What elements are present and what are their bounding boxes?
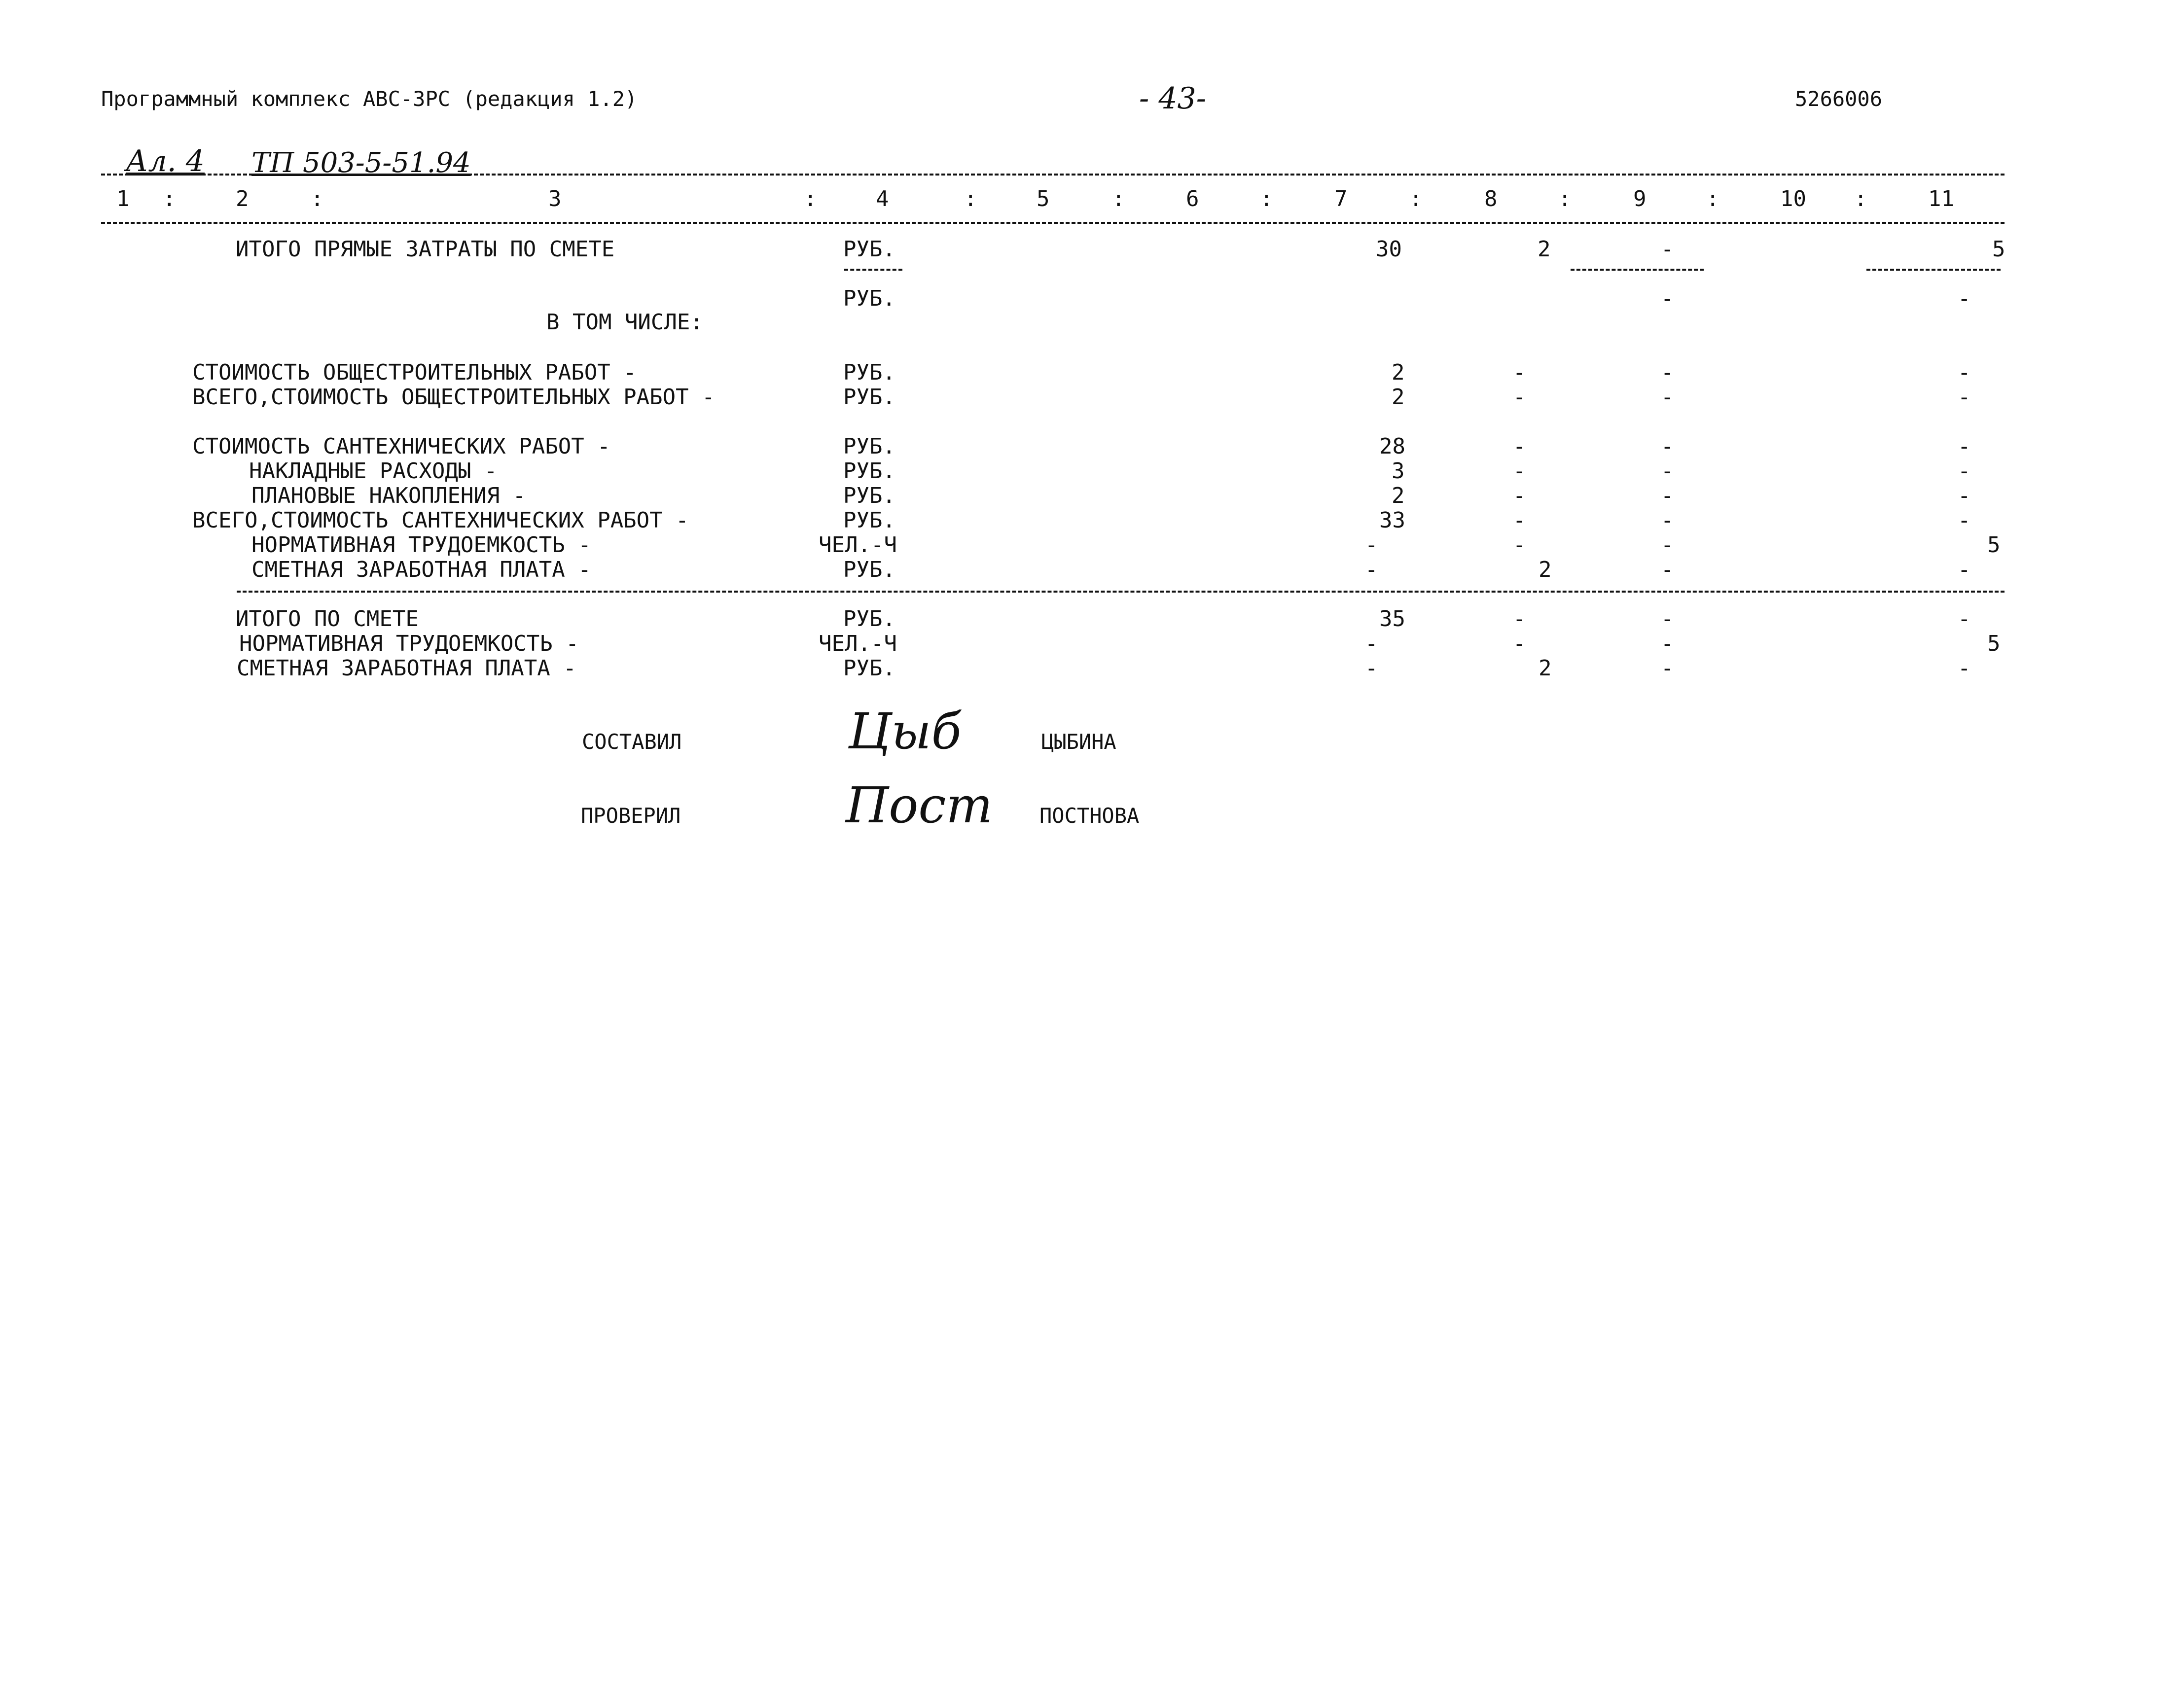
row-label: СМЕТНАЯ ЗАРАБОТНАЯ ПЛАТА - <box>237 656 576 681</box>
cell-col8: - <box>1513 483 1526 508</box>
column-header: 8 <box>1484 186 1498 211</box>
column-header: 10 <box>1780 186 1806 211</box>
row-label: НОРМАТИВНАЯ ТРУДОЕМКОСТЬ - <box>251 532 591 558</box>
column-separator: : <box>163 186 176 211</box>
row-unit: ЧЕЛ.-Ч <box>819 631 897 656</box>
column-separator: : <box>1854 186 1867 211</box>
software-title: Программный комплекс АВС-3РС (редакция 1.2) <box>101 87 638 111</box>
cell-col11: - <box>1958 557 1971 582</box>
signature-role: СОСТАВИЛ <box>582 730 682 754</box>
cell-col9: - <box>1661 286 1674 311</box>
row-label: ВСЕГО,СТОИМОСТЬ ОБЩЕСТРОИТЕЛЬНЫХ РАБОТ - <box>192 385 715 410</box>
cell-col11: - <box>1958 434 1971 459</box>
table-top-rule <box>101 174 2005 176</box>
column-separator: : <box>804 186 817 211</box>
column-separator: : <box>1706 186 1719 211</box>
totals-rule <box>237 591 2005 593</box>
signatory-name: ЦЫБИНА <box>1041 730 1116 754</box>
column-header: 5 <box>1037 186 1050 211</box>
row-unit: ЧЕЛ.-Ч <box>819 532 897 558</box>
cell-col11: - <box>1958 360 1971 385</box>
cell-col11: - <box>1958 385 1971 410</box>
page-number: - 43- <box>1139 81 1206 116</box>
cell-col9: - <box>1661 360 1674 385</box>
handwritten-signature: Цыб <box>848 703 962 760</box>
column-header: 4 <box>876 186 889 211</box>
cell-col8: - <box>1513 508 1526 533</box>
cell-col8: 2 <box>1539 656 1552 681</box>
cell-col8: - <box>1513 434 1526 459</box>
cell-col11: - <box>1958 483 1971 508</box>
project-stamp: ТП 503-5-51.94 <box>251 147 471 179</box>
cell-col9: - <box>1661 458 1674 484</box>
cell-col7: 35 <box>1379 606 1405 632</box>
cell-col7: - <box>1365 656 1378 681</box>
col11-underline <box>1866 269 2001 271</box>
unit-underline <box>844 269 902 271</box>
cell-col8: - <box>1513 631 1526 656</box>
cell-col8: - <box>1513 458 1526 484</box>
row-label: ИТОГО ПРЯМЫЕ ЗАТРАТЫ ПО СМЕТЕ <box>236 237 615 262</box>
column-header: 11 <box>1928 186 1954 211</box>
row-label: ВСЕГО,СТОИМОСТЬ САНТЕХНИЧЕСКИХ РАБОТ - <box>192 508 689 533</box>
column-header: 6 <box>1186 186 1199 211</box>
cell-col7: 2 <box>1392 483 1405 508</box>
column-header: 2 <box>236 186 249 211</box>
cell-col7: 30 <box>1376 237 1402 262</box>
column-header: 7 <box>1334 186 1348 211</box>
cell-col9: - <box>1661 237 1674 262</box>
column-separator: : <box>1558 186 1572 211</box>
column-separator: : <box>1260 186 1273 211</box>
cell-col9: - <box>1661 508 1674 533</box>
cell-col7: 28 <box>1379 434 1405 459</box>
row-label: НОРМАТИВНАЯ ТРУДОЕМКОСТЬ - <box>239 631 579 656</box>
row-unit: РУБ. <box>843 557 895 582</box>
column-header: 9 <box>1633 186 1647 211</box>
sheet-stamp: Ал. 4 <box>126 144 205 178</box>
row-unit: РУБ. <box>843 483 895 508</box>
cell-col11: - <box>1958 508 1971 533</box>
row-unit: РУБ. <box>843 434 895 459</box>
cell-col11: - <box>1958 286 1971 311</box>
row-label: СТОИМОСТЬ ОБЩЕСТРОИТЕЛЬНЫХ РАБОТ - <box>192 360 637 385</box>
row-label: ПЛАНОВЫЕ НАКОПЛЕНИЯ - <box>251 483 526 508</box>
cell-col11: 5 <box>1987 532 2001 558</box>
cell-col9: - <box>1661 483 1674 508</box>
cell-col9: - <box>1661 631 1674 656</box>
cell-col11: - <box>1958 656 1971 681</box>
cell-col7: - <box>1365 557 1378 582</box>
row-unit: РУБ. <box>843 237 895 262</box>
row-label: НАКЛАДНЫЕ РАСХОДЫ - <box>249 458 498 484</box>
column-header: 3 <box>548 186 562 211</box>
cell-col9: - <box>1661 557 1674 582</box>
document-code: 5266006 <box>1795 87 1883 111</box>
cell-col11: 5 <box>1992 237 2005 262</box>
cell-col7: 2 <box>1392 385 1405 410</box>
row-unit: РУБ. <box>843 508 895 533</box>
cell-col9: - <box>1661 434 1674 459</box>
cell-col7: - <box>1365 631 1378 656</box>
cell-col8: - <box>1513 606 1526 632</box>
signature-role: ПРОВЕРИЛ <box>581 804 681 828</box>
cell-col7: 33 <box>1379 508 1405 533</box>
row-label: СТОИМОСТЬ САНТЕХНИЧЕСКИХ РАБОТ - <box>192 434 610 459</box>
cell-col7: 3 <box>1392 458 1405 484</box>
column-separator: : <box>1112 186 1125 211</box>
cell-col8: - <box>1513 385 1526 410</box>
cell-col7: 2 <box>1392 360 1405 385</box>
column-separator: : <box>311 186 324 211</box>
row-unit: РУБ. <box>843 458 895 484</box>
column-separator: : <box>1409 186 1423 211</box>
section-heading: В ТОМ ЧИСЛЕ: <box>546 310 703 335</box>
row-unit: РУБ. <box>843 656 895 681</box>
row-unit: РУБ. <box>843 606 895 632</box>
cell-col9: - <box>1661 532 1674 558</box>
handwritten-signature: Пост <box>846 776 993 834</box>
table-header-rule <box>101 222 2005 224</box>
signatory-name: ПОСТНОВА <box>1039 804 1140 828</box>
column-separator: : <box>964 186 977 211</box>
cell-col9: - <box>1661 656 1674 681</box>
cell-col9: - <box>1661 606 1674 632</box>
cell-col11: - <box>1958 606 1971 632</box>
cell-col8: 2 <box>1538 237 1551 262</box>
row-label: СМЕТНАЯ ЗАРАБОТНАЯ ПЛАТА - <box>251 557 591 582</box>
cell-col9: - <box>1661 385 1674 410</box>
cell-col8: - <box>1513 360 1526 385</box>
row-unit: РУБ. <box>843 360 895 385</box>
cell-col11: 5 <box>1987 631 2001 656</box>
row-unit: РУБ. <box>843 385 895 410</box>
col9-underline <box>1571 269 1704 271</box>
cell-col11: - <box>1958 458 1971 484</box>
column-header: 1 <box>116 186 130 211</box>
cell-col8: - <box>1513 532 1526 558</box>
row-label: ИТОГО ПО СМЕТЕ <box>236 606 419 632</box>
row-unit: РУБ. <box>843 286 895 311</box>
cell-col7: - <box>1365 532 1378 558</box>
cell-col8: 2 <box>1539 557 1552 582</box>
